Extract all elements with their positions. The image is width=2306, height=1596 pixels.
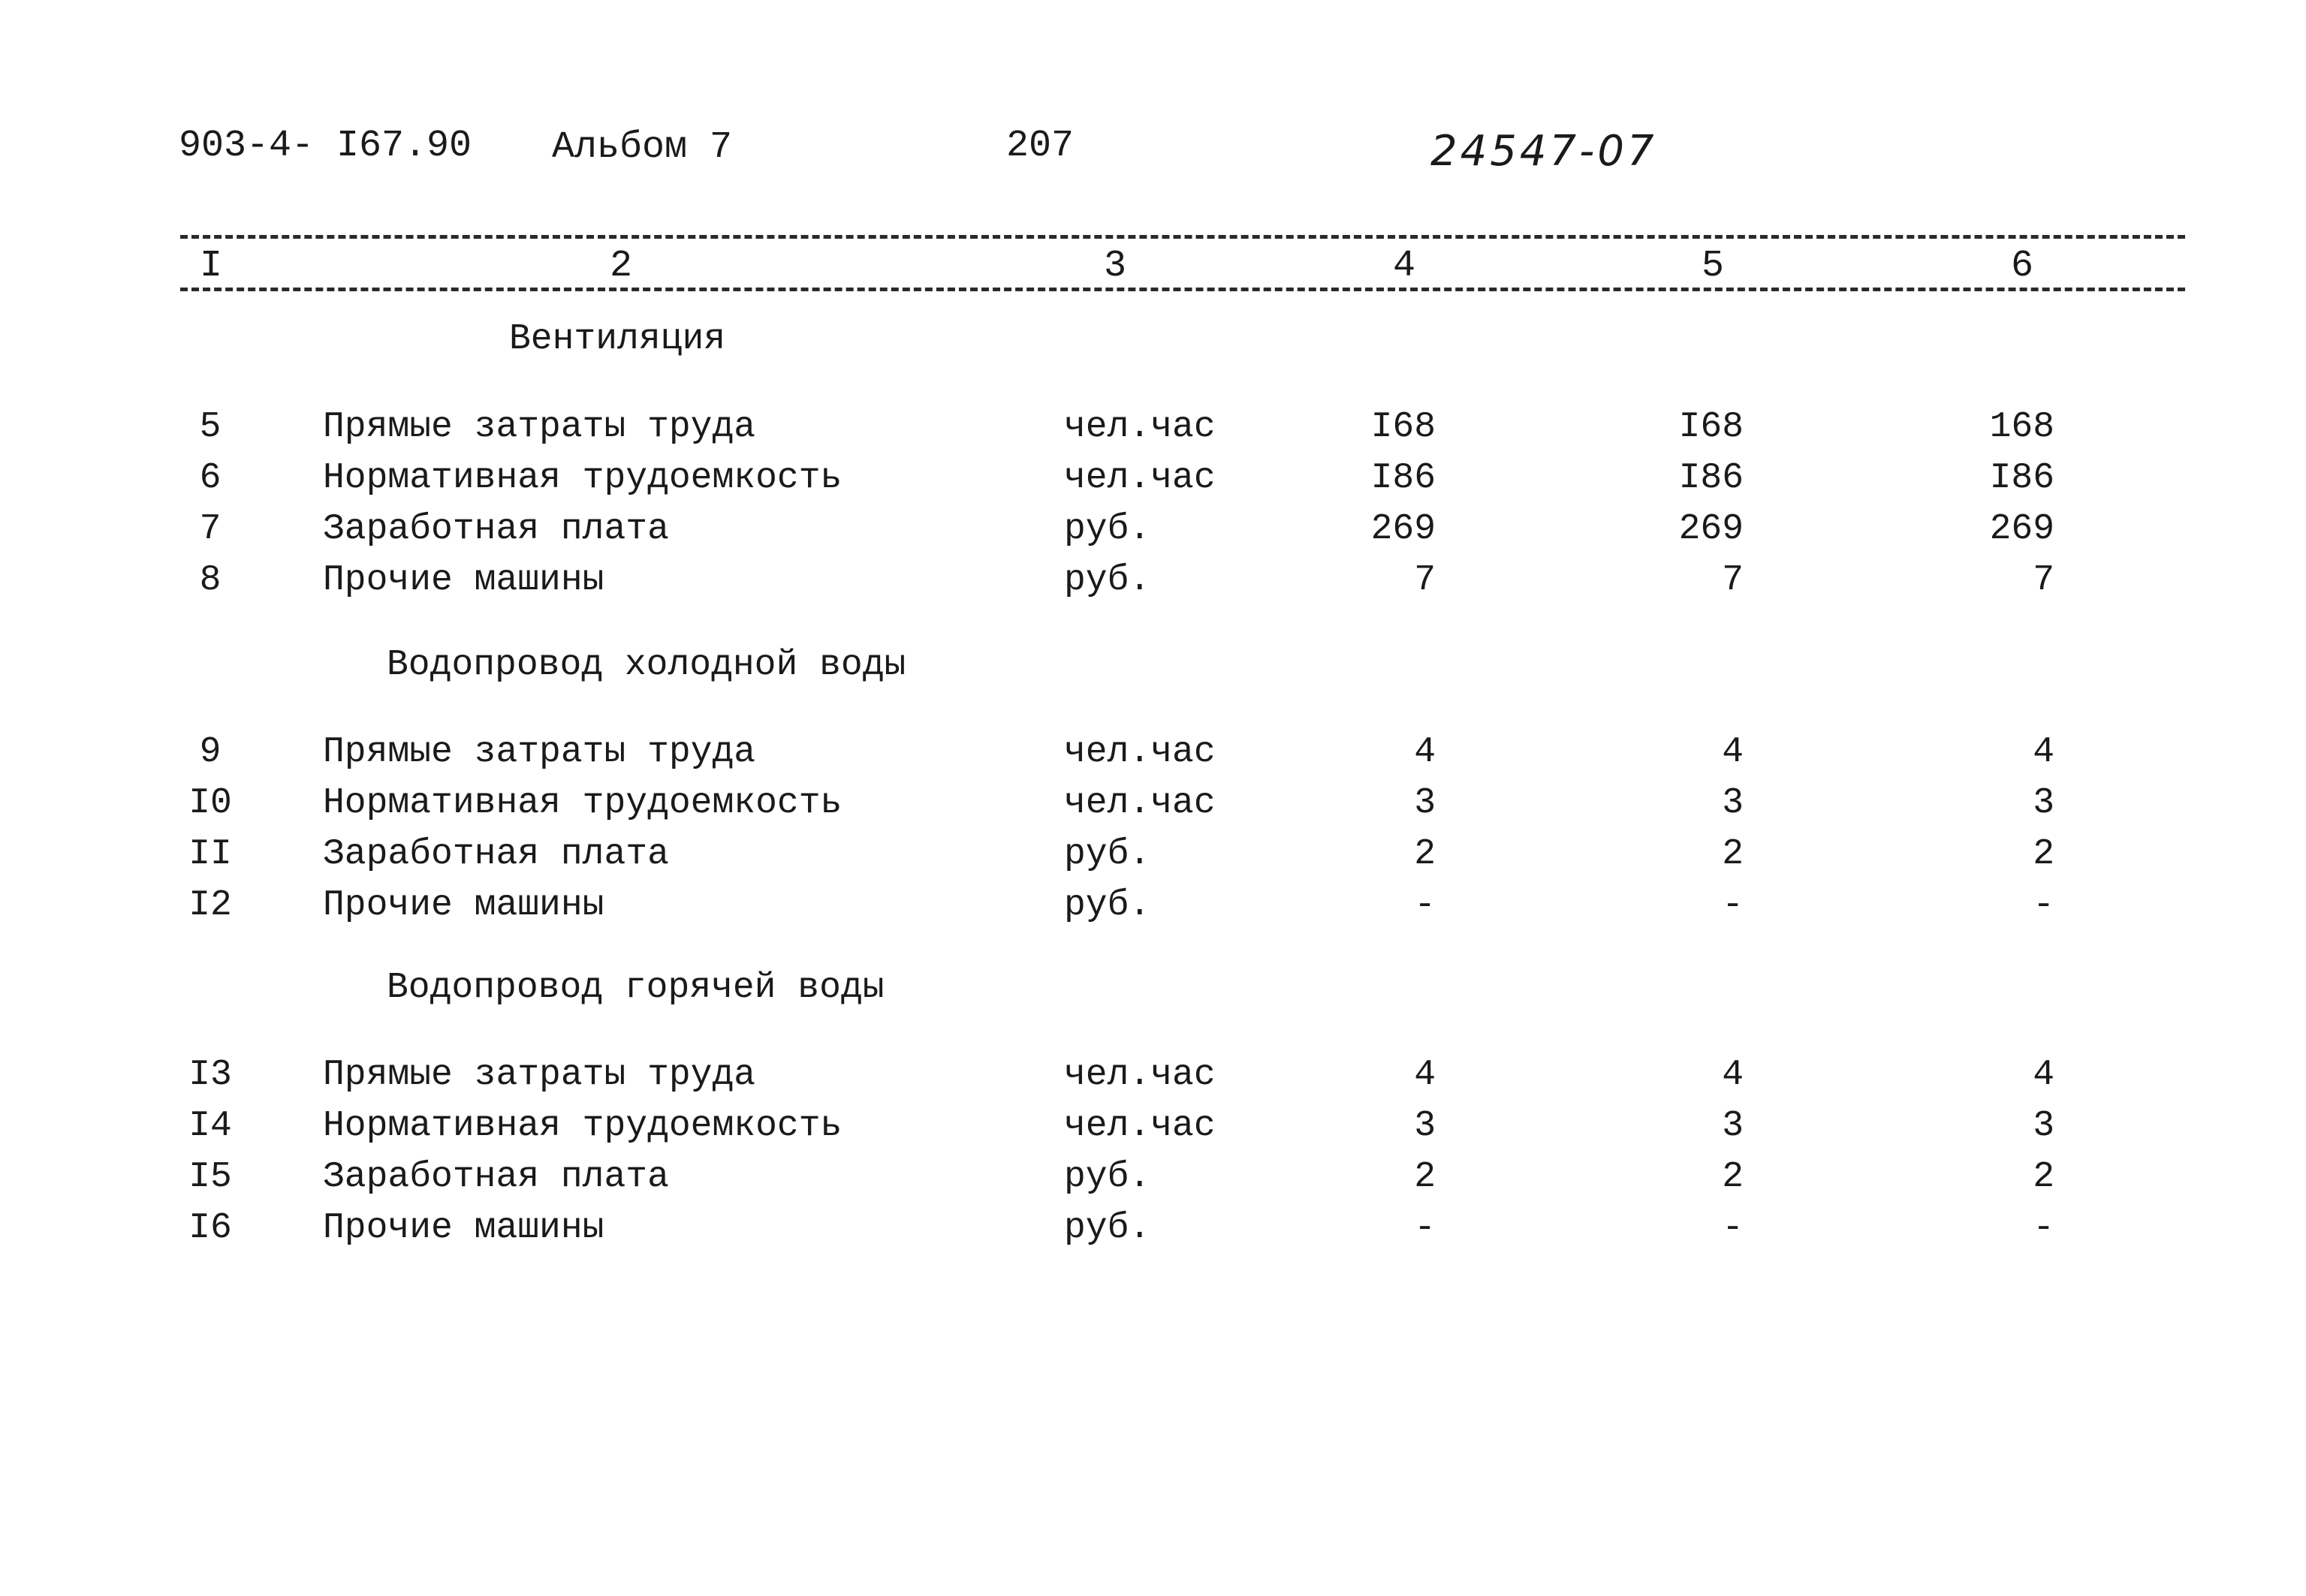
row-number: 8 [199,560,222,601]
row-name: Заработная плата [323,509,669,550]
row-value-col6: I86 [1989,458,2054,498]
section-title: Вентиляция [509,319,726,360]
row-unit: чел.час [1064,732,1216,772]
row-name: Заработная плата [323,1157,669,1197]
row-value-col5: 269 [1678,509,1744,550]
row-name: Прямые затраты труда [323,1055,756,1095]
row-value-col4: 2 [1414,834,1436,875]
row-value-col5: 4 [1722,1055,1744,1095]
row-number: I5 [188,1157,232,1197]
column-header-2: 2 [610,245,633,288]
row-value-col4: - [1414,1208,1436,1248]
row-value-col4: 4 [1414,1055,1436,1095]
row-unit: руб. [1064,509,1151,550]
album-label: Альбом 7 [552,126,733,169]
row-value-col6: 4 [2033,1055,2054,1095]
row-name: Нормативная трудоемкость [323,1106,843,1146]
row-value-col6: 269 [1989,509,2054,550]
row-unit: руб. [1064,560,1151,601]
document-code: 903-4- I67.90 [179,125,472,167]
row-value-col5: 3 [1722,1106,1744,1146]
row-value-col5: 2 [1722,834,1744,875]
column-header-5: 5 [1702,245,1725,288]
row-unit: руб. [1064,1157,1151,1197]
row-value-col5: 2 [1722,1157,1744,1197]
column-header-4: 4 [1393,245,1416,288]
row-value-col6: 168 [1989,407,2054,447]
row-value-col5: I86 [1678,458,1744,498]
row-name: Нормативная трудоемкость [323,458,843,498]
row-value-col6: 2 [2033,834,2054,875]
row-value-col4: I68 [1370,407,1436,447]
row-number: I4 [188,1106,232,1146]
row-name: Прямые затраты труда [323,732,756,772]
row-value-col6: - [2033,1208,2054,1248]
row-number: 6 [199,458,222,498]
row-name: Заработная плата [323,834,669,875]
row-value-col4: 2 [1414,1157,1436,1197]
row-value-col5: 3 [1722,783,1744,824]
row-name: Прямые затраты труда [323,407,756,447]
row-name: Прочие машины [323,560,604,601]
row-number: 9 [199,732,222,772]
page-number: 207 [1006,125,1075,167]
row-value-col5: - [1722,1208,1744,1248]
row-value-col5: 7 [1722,560,1744,601]
row-value-col4: 269 [1370,509,1436,550]
row-value-col6: - [2033,885,2054,926]
row-unit: чел.час [1064,458,1216,498]
row-number: 5 [199,407,222,447]
row-value-col4: - [1414,885,1436,926]
row-name: Прочие машины [323,1208,604,1248]
row-number: I2 [188,885,232,926]
row-number: I0 [188,783,232,824]
row-value-col4: 3 [1414,1106,1436,1146]
column-header-3: 3 [1104,245,1127,288]
row-value-col4: 4 [1414,732,1436,772]
table-top-rule [180,235,2185,239]
row-value-col4: 7 [1414,560,1436,601]
row-unit: руб. [1064,834,1151,875]
row-unit: чел.час [1064,1106,1216,1146]
row-value-col6: 3 [2033,783,2054,824]
row-value-col6: 7 [2033,560,2054,601]
row-number: 7 [199,509,222,550]
handwritten-stamp-number: 24547-07 [1430,127,1657,176]
row-unit: чел.час [1064,1055,1216,1095]
column-header-1: I [200,245,223,288]
row-number: II [188,834,232,875]
row-unit: руб. [1064,885,1151,926]
row-value-col5: - [1722,885,1744,926]
row-number: I6 [188,1208,232,1248]
row-value-col5: 4 [1722,732,1744,772]
row-value-col6: 4 [2033,732,2054,772]
row-value-col6: 2 [2033,1157,2054,1197]
section-title: Водопровод горячей воды [387,968,885,1008]
row-value-col4: I86 [1370,458,1436,498]
section-title: Водопровод холодной воды [387,645,906,685]
row-value-col4: 3 [1414,783,1436,824]
row-unit: чел.час [1064,407,1216,447]
row-unit: чел.час [1064,783,1216,824]
table-header-rule [180,288,2185,291]
row-value-col5: I68 [1678,407,1744,447]
row-number: I3 [188,1055,232,1095]
row-unit: руб. [1064,1208,1151,1248]
column-header-6: 6 [2011,245,2034,288]
row-name: Прочие машины [323,885,604,926]
row-name: Нормативная трудоемкость [323,783,843,824]
row-value-col6: 3 [2033,1106,2054,1146]
